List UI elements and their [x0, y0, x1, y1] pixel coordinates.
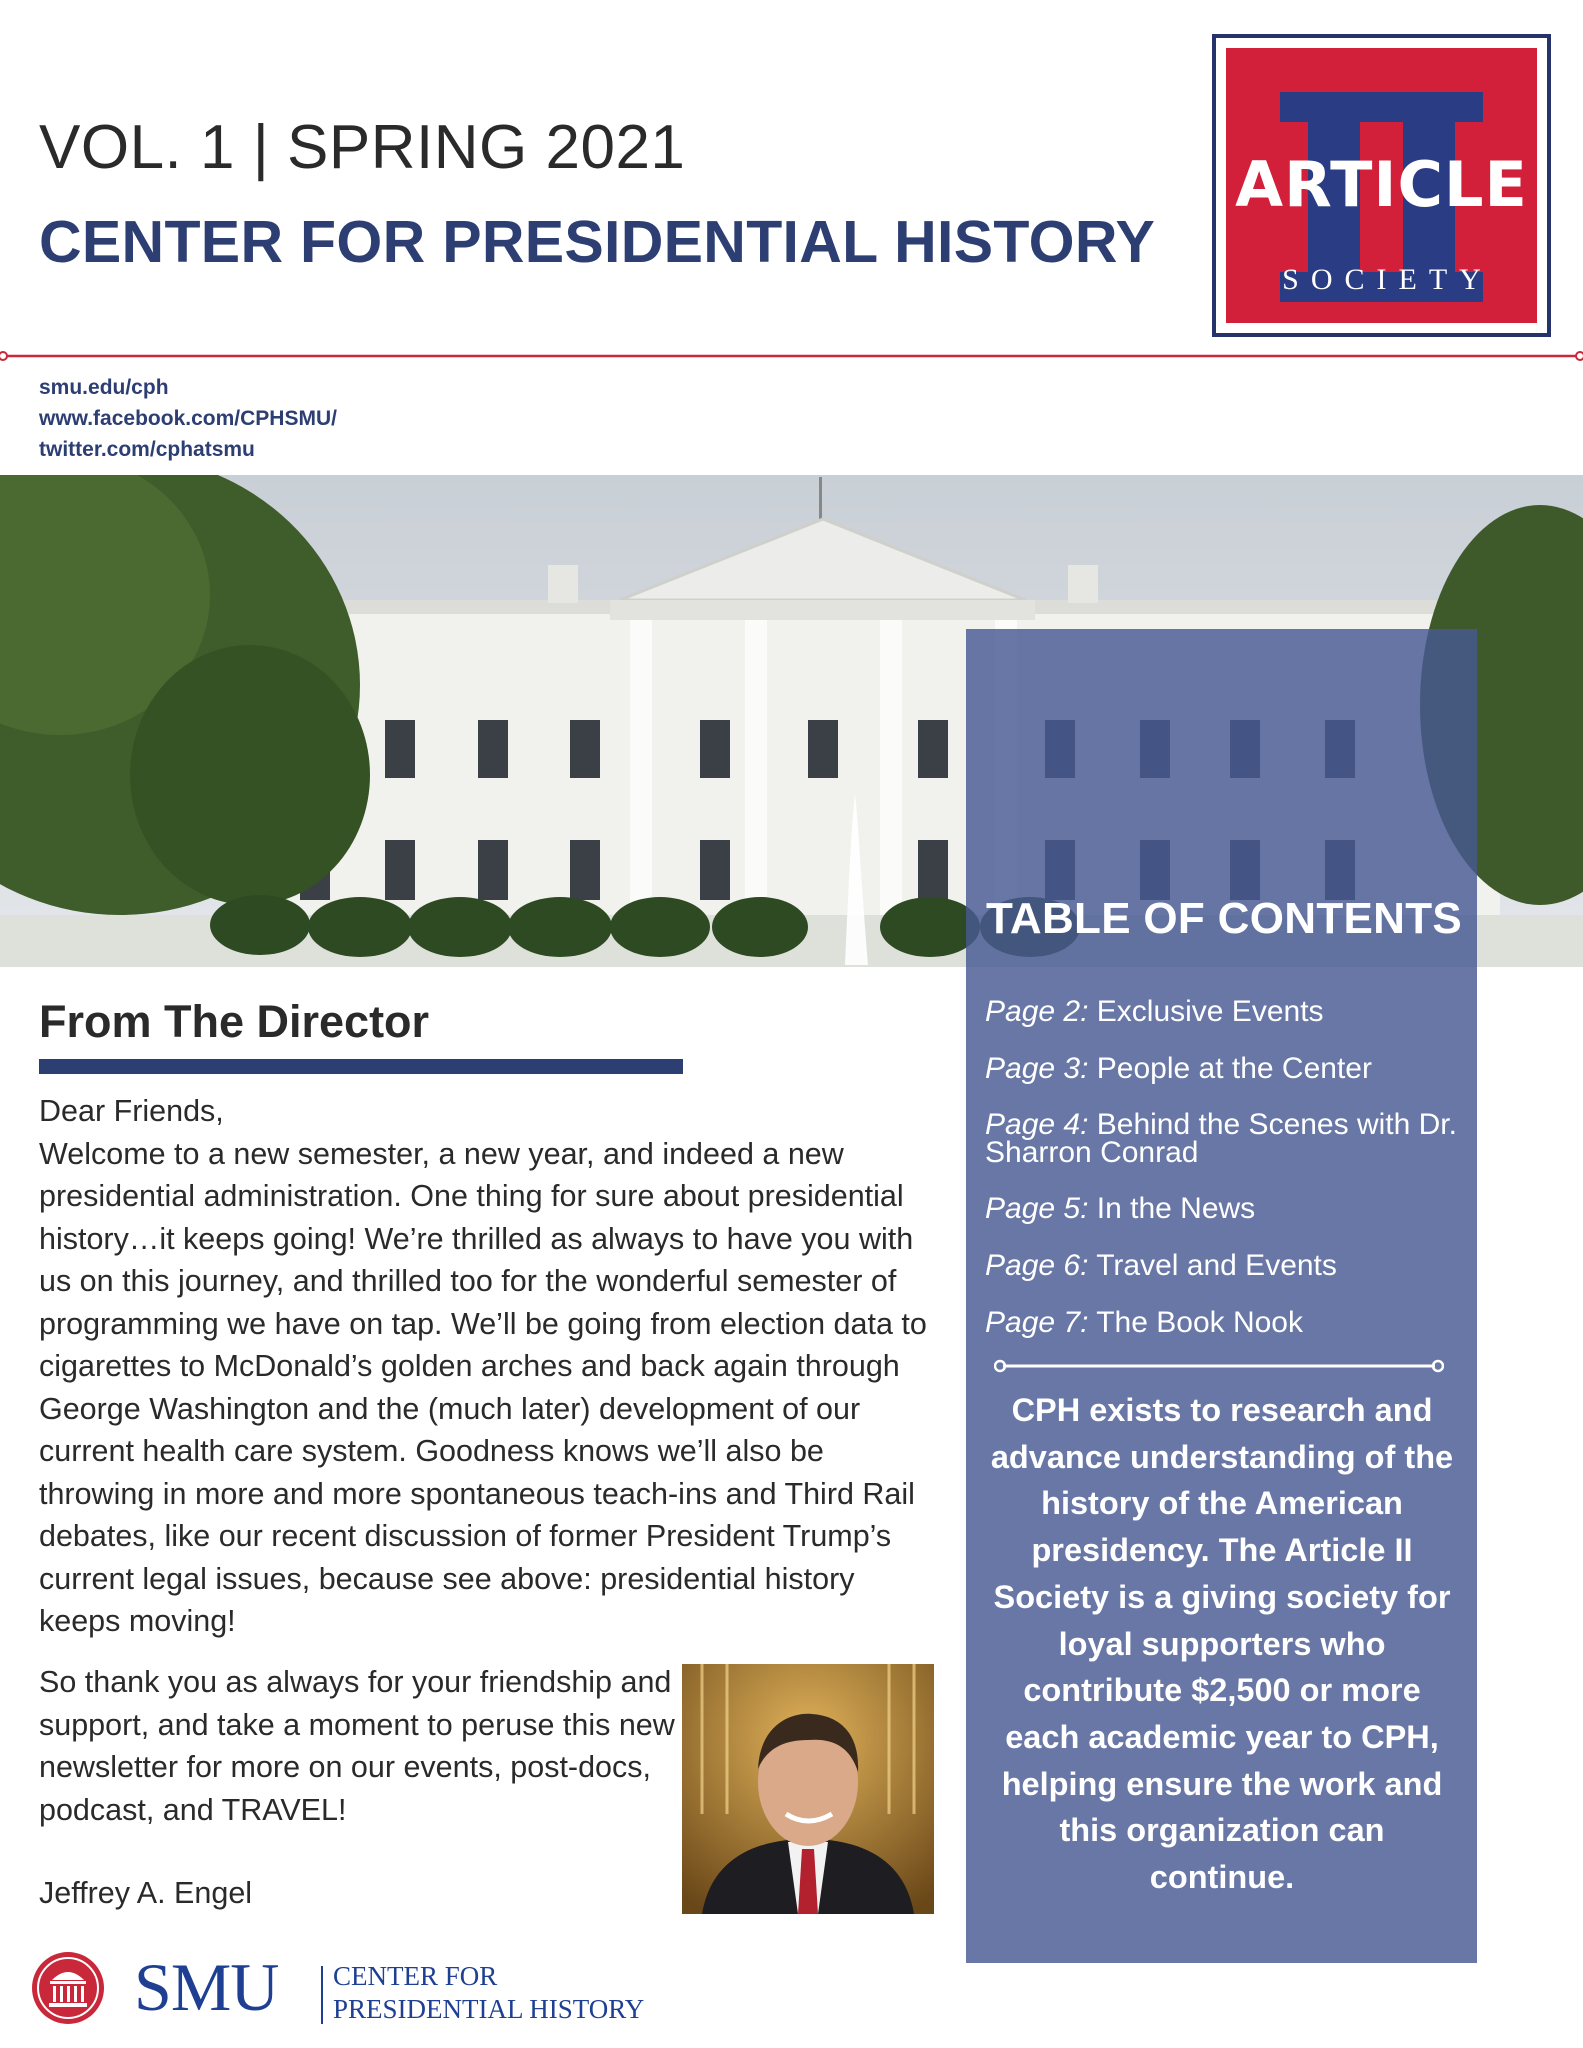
toc-item[interactable] [985, 1108, 1465, 1169]
table-of-contents-panel [966, 629, 1477, 1963]
director-letter [39, 1090, 944, 1643]
page-title: CENTER FOR PRESIDENTIAL HISTORY [39, 209, 1156, 275]
toc-item[interactable] [985, 1194, 1465, 1224]
link-website[interactable]: smu.edu/cph [39, 376, 169, 399]
director-heading-underline [39, 1059, 683, 1074]
toc-item[interactable] [985, 1054, 1465, 1084]
toc-item-label: Exclusive Events [1096, 995, 1324, 1028]
toc-item-label: In the News [1096, 1192, 1256, 1225]
smu-center-line-2: PRESIDENTIAL HISTORY [333, 1994, 645, 2024]
contact-links [39, 372, 337, 465]
letter-paragraph-2: So thank you as always for your friendship and support, and take a moment to peruse this new newsletter for more on our events, post-docs, podcast, and TRAVEL! [39, 1665, 675, 1827]
letter-paragraph-1: Welcome to a new semester, a new year, and indeed a new presidential administration. One thing for sure about presidential history…it keeps going! We’re thrilled as always to have you with us on this journey, and thrilled too for the wonderful semester of programming we have on tap. We’ll be going from election data to cigarettes to McDonald’s golden arches and back again through George Washington and the (much later) development of our current health care system. Goodness knows we’ll also be throwing in more and more spontaneous teach-ins and Third Rail debates, like our recent discussion of former President Trump’s current legal issues, because see above: presidential history keeps moving! [39, 1136, 927, 1638]
toc-item-label: Behind the Scenes with Dr. Sharron Conrad [985, 1108, 1457, 1169]
toc-item-label: The Book Nook [1096, 1306, 1303, 1339]
toc-page-number: Page 2: [985, 995, 1089, 1028]
logo-society-word: SOCIETY [1282, 263, 1493, 296]
toc-item-label: Travel and Events [1096, 1249, 1337, 1282]
toc-list [985, 997, 1465, 1338]
logo-article-word: ARTICLE [1235, 148, 1528, 221]
letter-greeting: Dear Friends, [39, 1094, 224, 1128]
toc-item[interactable] [985, 1251, 1465, 1281]
smu-separator [321, 1966, 323, 2024]
mission-statement: CPH exists to research and advance understanding of the history of the American presidency. The Article II Society is a giving society for loyal supporters who contribute $2,500 or more each academic year to CPH, helping ensure the work and this organization can continue. [990, 1392, 1454, 1896]
letter-signature: Jeffrey A. Engel [39, 1876, 253, 1910]
smu-seal-icon [30, 1950, 106, 2026]
header-divider [0, 351, 1583, 361]
toc-item-label: People at the Center [1096, 1052, 1372, 1085]
toc-page-number: Page 6: [985, 1249, 1089, 1282]
article-ii-society-logo [1212, 34, 1551, 337]
toc-page-number: Page 7: [985, 1306, 1089, 1339]
director-portrait-photo [682, 1664, 934, 1914]
link-facebook[interactable]: www.facebook.com/CPHSMU/ [39, 407, 337, 430]
smu-center-name [333, 1960, 644, 2026]
toc-page-number: Page 3: [985, 1052, 1089, 1085]
smu-center-line-1: CENTER FOR [333, 1961, 498, 1991]
toc-page-number: Page 4: [985, 1108, 1089, 1141]
toc-item[interactable] [985, 997, 1465, 1027]
toc-page-number: Page 5: [985, 1192, 1089, 1225]
toc-item[interactable] [985, 1308, 1465, 1338]
smu-wordmark: SMU [134, 1949, 279, 2025]
link-twitter[interactable]: twitter.com/cphatsmu [39, 438, 255, 461]
toc-title: TABLE OF CONTENTS [986, 894, 1463, 943]
logo-red-field [1226, 48, 1537, 323]
volume-issue: VOL. 1 | SPRING 2021 [39, 113, 686, 182]
toc-divider [994, 1358, 1444, 1374]
director-heading: From The Director [39, 996, 430, 1047]
